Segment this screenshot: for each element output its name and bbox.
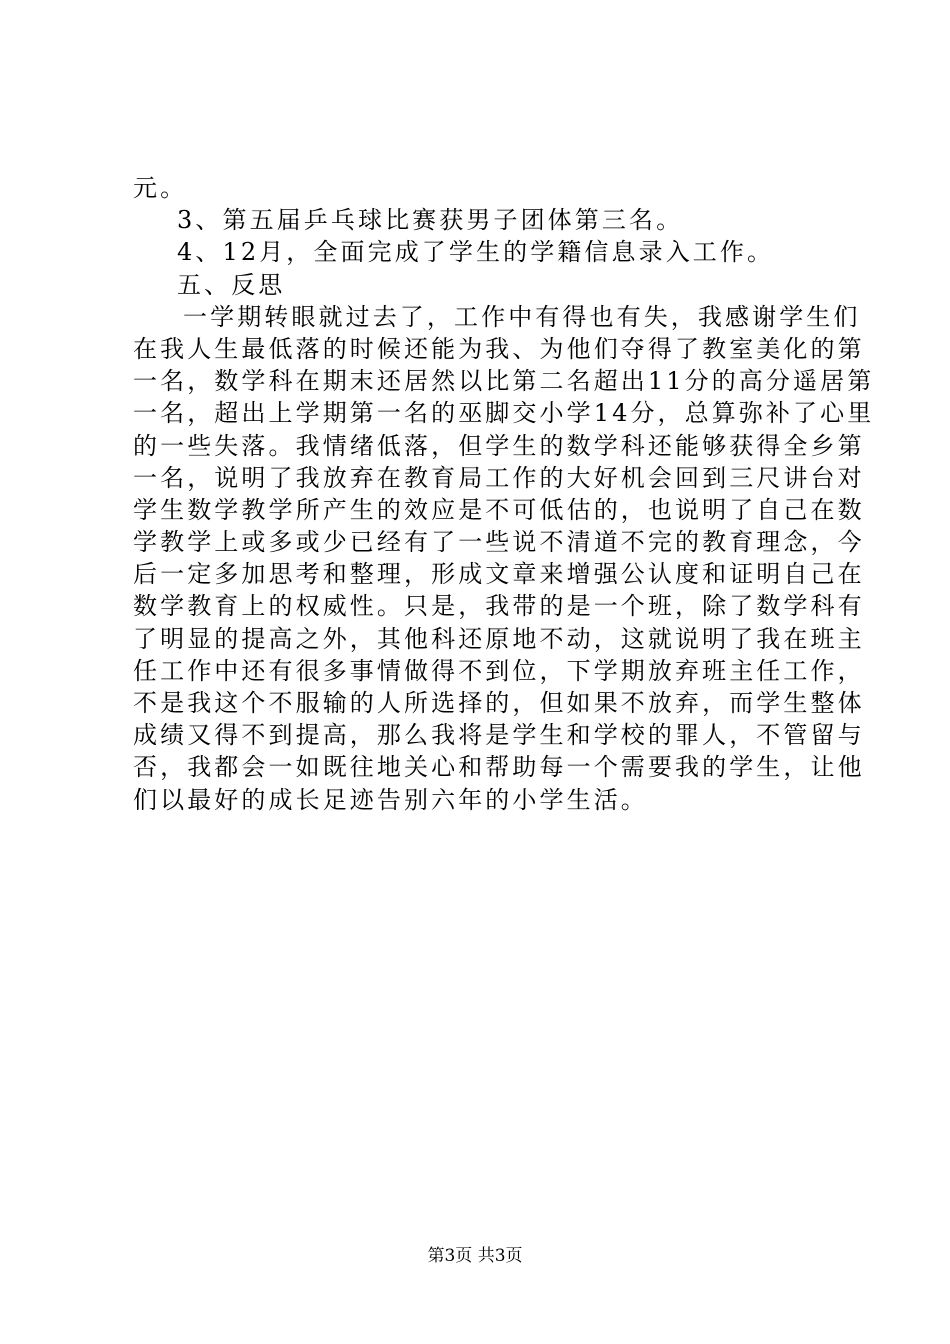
paragraph-line: 学生数学教学所产生的效应是不可低估的，也说明了自己在数 [133,495,865,524]
paragraph-line: 不是我这个不服输的人所选择的，但如果不放弃，而学生整体 [133,689,865,717]
paragraph-line: 的一些失落。我情绪低落，但学生的数学科还能够获得全乡第 [133,431,865,460]
paragraph-line: 一名，数学科在期末还居然以比第二名超出11分的高分遥居第 [133,367,875,396]
paragraph-line: 了明显的提高之外，其他科还原地不动，这就说明了我在班主 [133,624,865,653]
paragraph-line: 在我人生最低落的时候还能为我、为他们夺得了教室美化的第 [133,334,865,363]
page-number-footer: 第3页 共3页 [427,1246,523,1266]
list-item-4: 4、12月，全面完成了学生的学籍信息录入工作。 [177,238,775,267]
paragraph-line: 一名，超出上学期第一名的巫脚交小学14分，总算弥补了心里 [133,399,875,428]
paragraph-line: 一名，说明了我放弃在教育局工作的大好机会回到三尺讲台对 [133,463,865,492]
paragraph-line: 学教学上或多或少已经有了一些说不清道不完的教育理念，今 [133,528,865,557]
body-text [133,172,875,816]
paragraph-line: 们以最好的成长足迹告别六年的小学生活。 [133,785,648,814]
list-item-3: 3、第五届乒乓球比赛获男子团体第三名。 [177,206,684,235]
text-line-continuation: 元。 [133,174,188,202]
paragraph-line: 成绩又得不到提高，那么我将是学生和学校的罪人，不管留与 [133,721,865,750]
paragraph-line: 否，我都会一如既往地关心和帮助每一个需要我的学生，让他 [133,753,865,782]
paragraph-line: 一学期转眼就过去了，工作中有得也有失，我感谢学生们 [183,302,861,331]
paragraph-line: 后一定多加思考和整理，形成文章来增强公认度和证明自己在 [133,560,865,589]
section-heading-reflection: 五、反思 [177,270,286,299]
paragraph-line: 任工作中还有很多事情做得不到位，下学期放弃班主任工作， [133,656,865,685]
paragraph-line: 数学教育上的权威性。只是，我带的是一个班，除了数学科有 [133,592,865,621]
